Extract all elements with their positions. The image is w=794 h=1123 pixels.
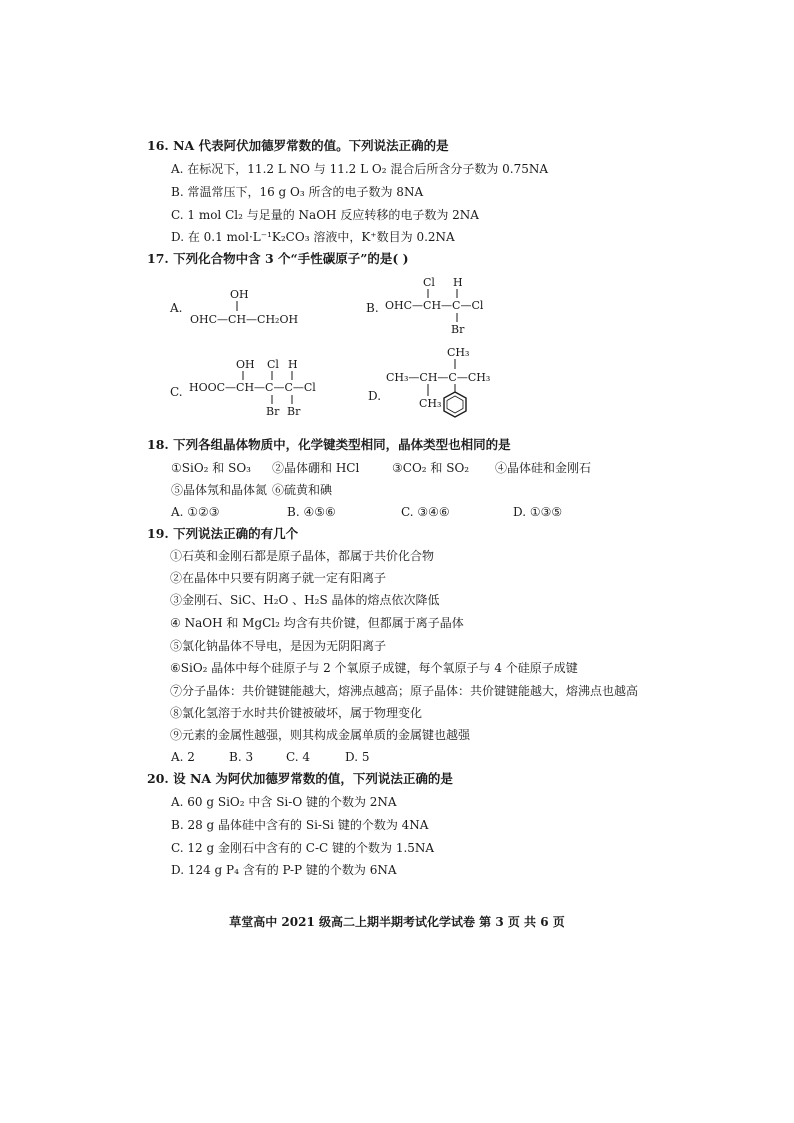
q17-structure-a (186, 284, 306, 334)
struct-b-br: Br (451, 323, 465, 336)
struct-c-h: H (288, 358, 298, 371)
q18-choice-a: A. ①②③ (171, 505, 220, 519)
q17-label-a: A. (170, 301, 183, 315)
q19-item-3: ③金刚石、SiC、H₂O 、H₂S 晶体的熔点依次降低 (170, 593, 440, 607)
q17-label-d: D. (368, 389, 382, 403)
page-footer: 草堂高中 2021 级高二上期半期考试化学试卷 第 3 页 共 6 页 (229, 915, 565, 929)
q19-choice-a: A. 2 (171, 750, 195, 764)
q17-stem: 17. 下列化合物中含 3 个“手性碳原子”的是( ) (147, 251, 409, 266)
q18-stem: 18. 下列各组晶体物质中，化学键类型相同，晶体类型也相同的是 (147, 437, 511, 452)
q19-item-5: ⑤氯化钠晶体不导电，是因为无阴阳离子 (170, 639, 387, 653)
struct-b-h: H (453, 276, 463, 289)
q19-choice-c: C. 4 (286, 750, 311, 764)
struct-d-main: CH₃—CH—C—CH₃ (386, 371, 491, 384)
struct-c-main: HOOC—CH—C—C—Cl (189, 381, 316, 394)
q20-option-b: B. 28 g 晶体硅中含有的 Si-Si 键的个数为 4NA (171, 818, 429, 832)
q17-label-b: B. (366, 301, 379, 315)
struct-b-main: OHC—CH—C—Cl (385, 299, 484, 312)
q19-item-6: ⑥SiO₂ 晶体中每个硅原子与 2 个氧原子成键，每个氧原子与 4 个硅原子成键 (170, 661, 578, 675)
q18-item-3: ③CO₂ 和 SO₂ (392, 461, 470, 475)
q20-stem: 20. 设 NA 为阿伏加德罗常数的值，下列说法正确的是 (147, 771, 453, 786)
q17-structure-c (187, 356, 357, 420)
q19-stem: 19. 下列说法正确的有几个 (147, 526, 299, 541)
struct-c-br2: Br (287, 405, 301, 418)
q18-item-6: ⑥硫黄和碘 (272, 483, 333, 497)
q16-option-d: D. 在 0.1 mol·L⁻¹K₂CO₃ 溶液中，K⁺数目为 0.2NA (171, 230, 455, 244)
q16-option-b: B. 常温常压下，16 g O₃ 所含的电子数为 8NA (171, 185, 424, 199)
struct-c-br1: Br (266, 405, 280, 418)
q19-item-7: ⑦分子晶体：共价键键能越大，熔沸点越高；原子晶体：共价键键能越大，熔沸点也越高 (170, 684, 639, 698)
q18-choice-d: D. ①③⑤ (513, 505, 563, 519)
q18-choice-b: B. ④⑤⑥ (287, 505, 336, 519)
q16-option-a: A. 在标况下，11.2 L NO 与 11.2 L O₂ 混合后所含分子数为 0.75NA (171, 162, 549, 176)
q19-item-4: ④ NaOH 和 MgCl₂ 均含有共价键，但都属于离子晶体 (170, 616, 464, 630)
struct-c-oh: OH (236, 358, 255, 371)
q19-item-2: ②在晶体中只要有阴离子就一定有阳离子 (170, 571, 387, 585)
q20-option-d: D. 124 g P₄ 含有的 P-P 键的个数为 6NA (171, 863, 397, 877)
struct-c-cl: Cl (267, 358, 279, 371)
struct-d-top-ch3: CH₃ (447, 346, 470, 359)
q17-label-c: C. (170, 385, 183, 399)
struct-b-cl: Cl (423, 276, 435, 289)
q19-item-8: ⑧氯化氢溶于水时共价键被破坏，属于物理变化 (170, 706, 423, 720)
struct-d-ch3-lower: CH₃ (419, 397, 442, 410)
q17-structure-b (383, 274, 503, 338)
q20-option-c: C. 12 g 金刚石中含有的 C-C 键的个数为 1.5NA (171, 841, 435, 855)
struct-a-oh: OH (230, 288, 249, 301)
q16-stem: 16. NA 代表阿伏加德罗常数的值。下列说法正确的是 (147, 138, 449, 153)
q16-option-c: C. 1 mol Cl₂ 与足量的 NaOH 反应转移的电子数为 2NA (171, 208, 479, 222)
q18-choice-c: C. ③④⑥ (401, 505, 450, 519)
q19-choice-d: D. 5 (345, 750, 370, 764)
q18-item-2: ②晶体硼和 HCl (272, 461, 360, 475)
q17-structure-d (384, 344, 504, 430)
q18-item-1: ①SiO₂ 和 SO₃ (171, 461, 251, 475)
q19-choice-b: B. 3 (229, 750, 254, 764)
q18-item-4: ④晶体硅和金刚石 (495, 461, 592, 475)
q20-option-a: A. 60 g SiO₂ 中含 Si-O 键的个数为 2NA (171, 795, 397, 809)
q18-item-5: ⑤晶体氖和晶体氮 (171, 483, 268, 497)
q19-item-1: ①石英和金刚石都是原子晶体，都属于共价化合物 (170, 549, 435, 563)
q19-item-9: ⑨元素的金属性越强，则其构成金属单质的金属键也越强 (170, 728, 471, 742)
struct-a-main: OHC—CH—CH₂OH (190, 313, 299, 326)
